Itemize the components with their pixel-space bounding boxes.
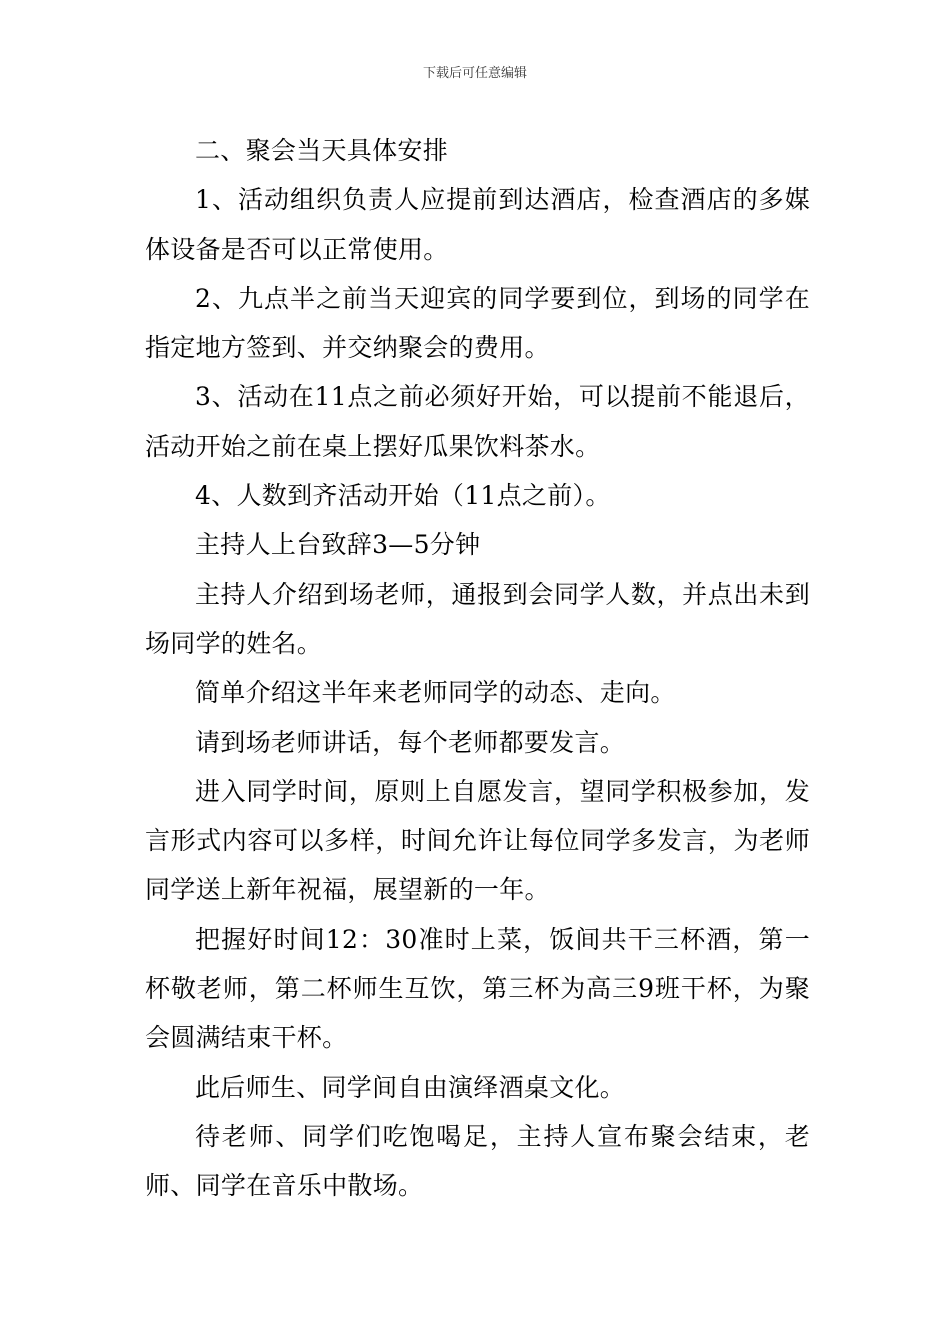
paragraph-free-time: 此后师生、同学间自由演绎酒桌文化。	[195, 1072, 626, 1102]
paragraph-brief-intro: 简单介绍这半年来老师同学的动态、走向。	[195, 678, 676, 708]
paragraph-dinner-toasts: 把握好时间12：30准时上菜，饭间共干三杯酒，第一杯敬老师，第二杯师生互饮，第三杯为高三9班干杯，为聚会圆满结束干杯。	[145, 924, 810, 1053]
paragraph-host-intro: 主持人介绍到场老师，通报到会同学人数，并点出未到场同学的姓名。	[145, 579, 810, 658]
page-header-note: 下载后可任意编辑	[422, 66, 527, 81]
paragraph-closing: 待老师、同学们吃饱喝足，主持人宣布聚会结束，老师、同学在音乐中散场。	[145, 1121, 810, 1201]
paragraph-item-2: 2、九点半之前当天迎宾的同学要到位，到场的同学在指定地方签到、并交纳聚会的费用。	[145, 283, 810, 363]
paragraph-student-time: 进入同学时间，原则上自愿发言，望同学积极参加，发言形式内容可以多样，时间允许让每位同学多发言，为老师同学送上新年祝福，展望新的一年。	[145, 776, 810, 905]
paragraph-item-1: 1、活动组织负责人应提前到达酒店，检查酒店的多媒体设备是否可以正常使用。	[145, 185, 810, 264]
document-body	[145, 126, 810, 1211]
paragraph-item-4: 4、人数到齐活动开始（11点之前）。	[195, 481, 611, 511]
paragraph-teacher-speech: 请到场老师讲话，每个老师都要发言。	[195, 727, 626, 757]
section-heading: 二、聚会当天具体安排	[195, 136, 449, 165]
paragraph-item-3: 3、活动在11点之前必须好开始，可以提前不能退后，活动开始之前在桌上摆好瓜果饮料茶水。	[145, 382, 810, 461]
paragraph-host-speech: 主持人上台致辞3—5分钟	[195, 530, 481, 560]
